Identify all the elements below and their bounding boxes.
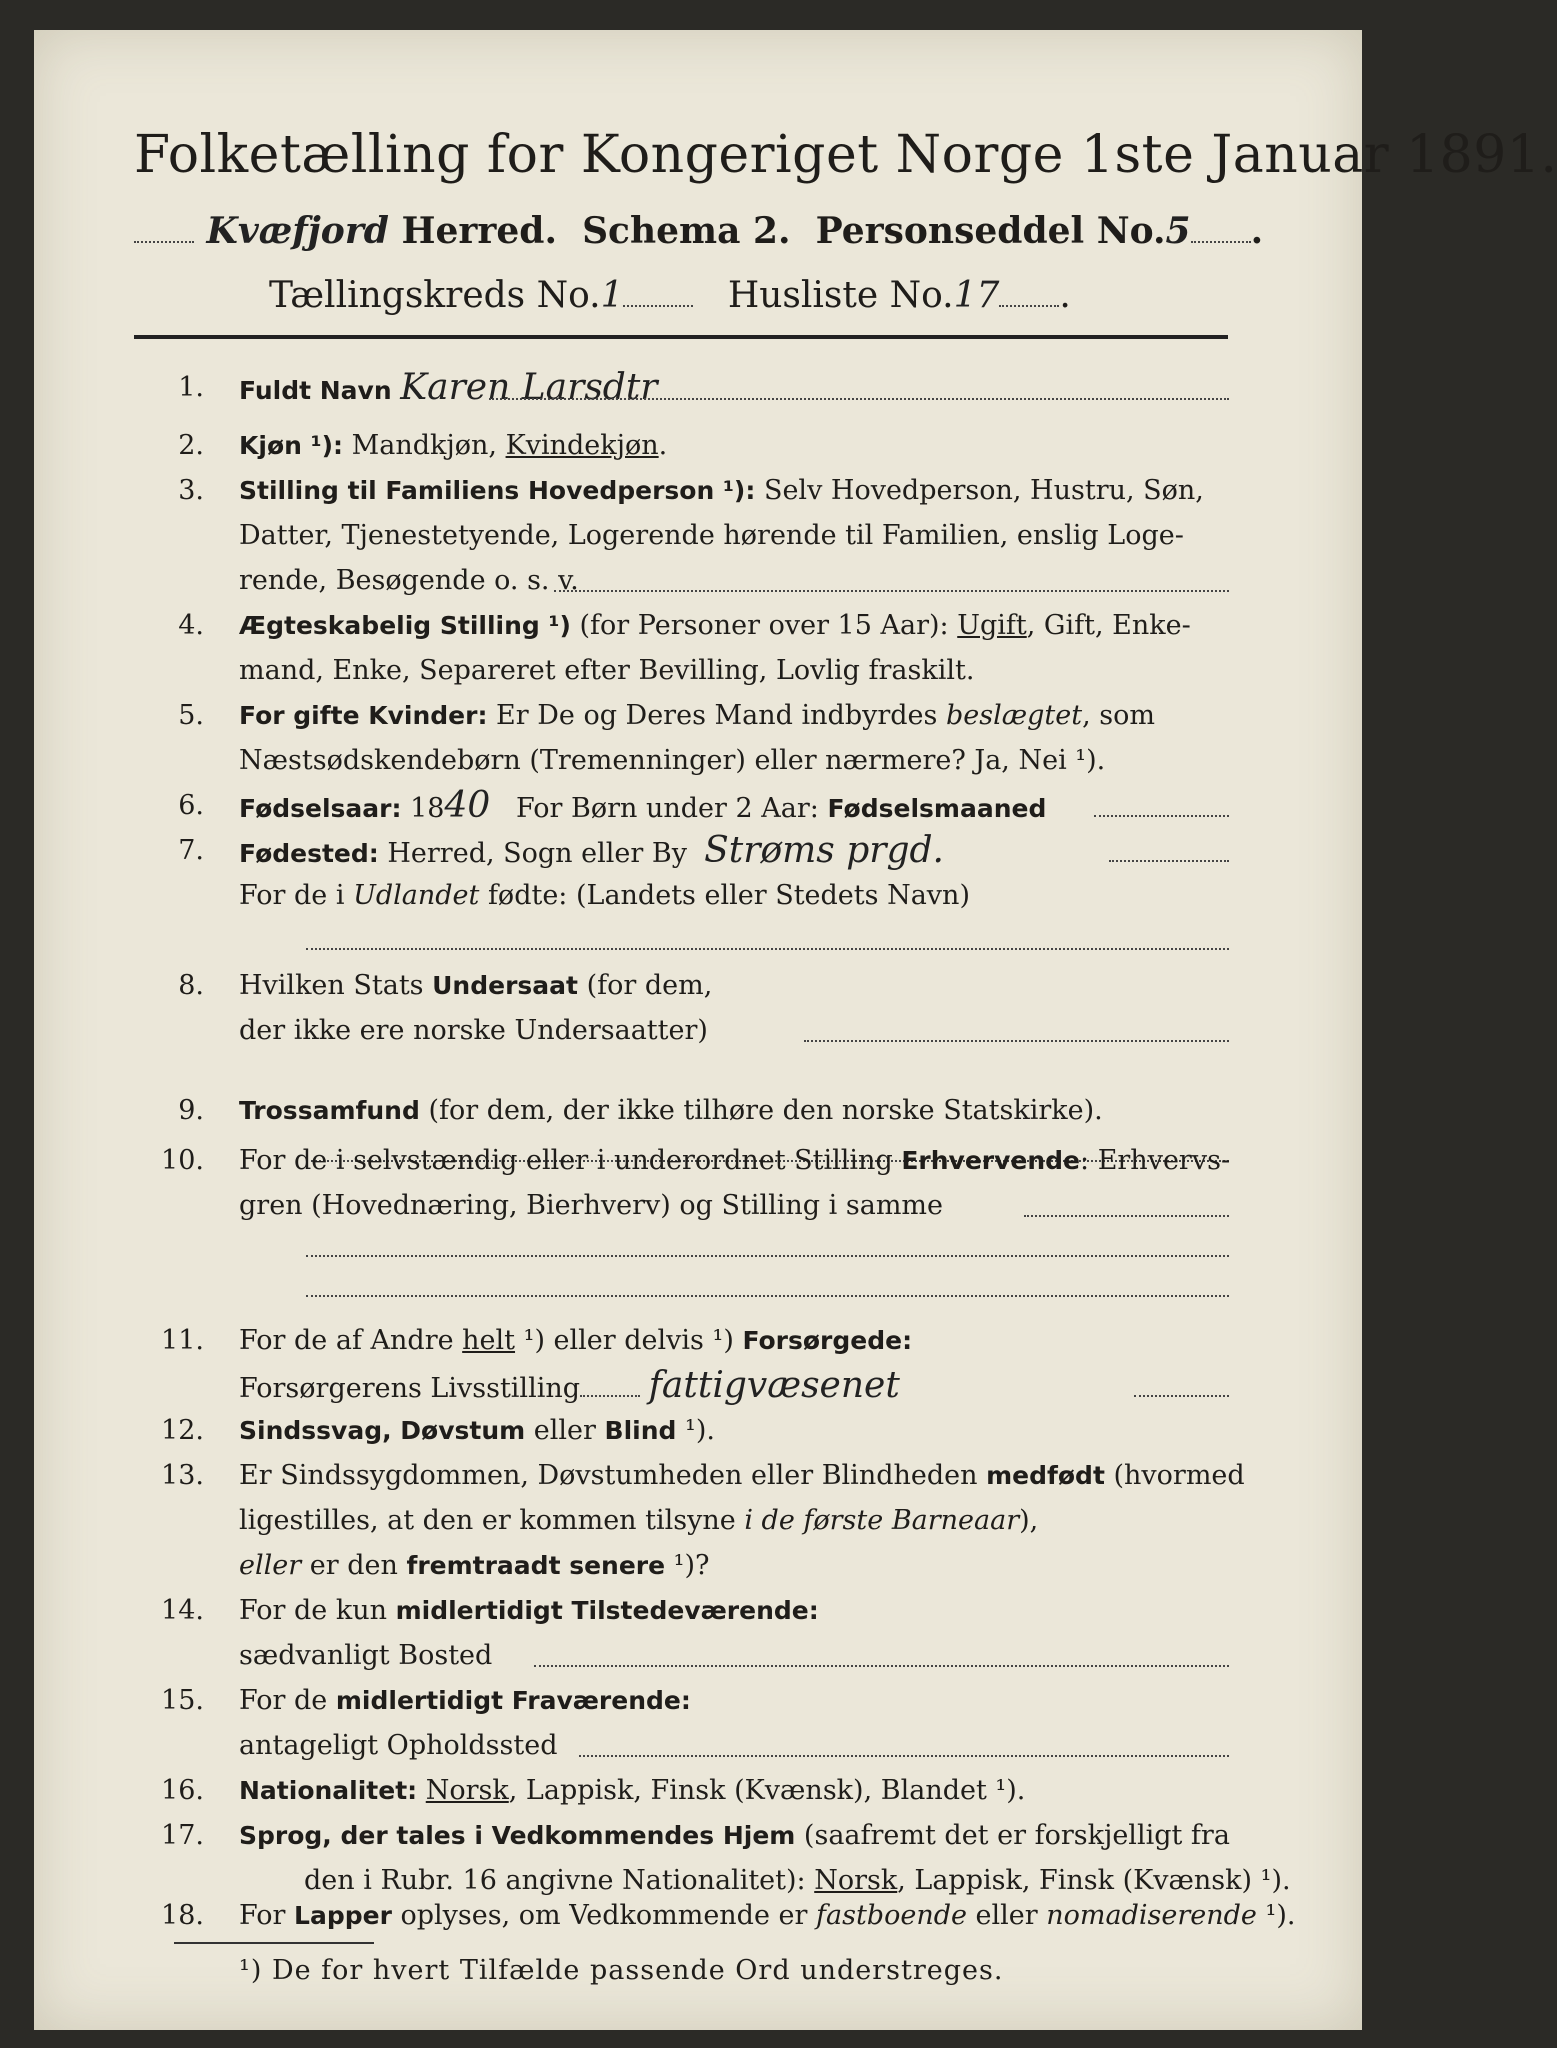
kreds-handwritten: 1 (600, 275, 624, 316)
kreds-label: Tællingskreds No. (269, 275, 601, 316)
husliste-label: Husliste No. (727, 275, 954, 316)
birth-year-handwritten: 40 (444, 785, 491, 826)
herred-line: Kvæfjord Herred. Schema 2. Personseddel No.5 . (134, 210, 1234, 252)
header-rule (134, 335, 1228, 339)
footnote: ¹) De for hvert Tilfælde passende Ord understreges. (239, 1955, 1004, 1986)
kreds-line: Tællingskreds No.1 Husliste No.17 . (269, 275, 1071, 316)
form-title: Folketælling for Kongeriget Norge 1ste Januar 1891. (134, 125, 1557, 185)
provider-handwritten: fattigvæsenet (648, 1365, 900, 1406)
personseddel-label: Personseddel No. (815, 210, 1166, 252)
husliste-handwritten: 17 (953, 275, 1000, 316)
birthplace-handwritten: Strøms prgd. (704, 830, 944, 871)
personseddel-handwritten: 5 (1165, 210, 1191, 252)
schema-label: Schema 2. (582, 210, 791, 252)
footnote-rule (174, 1942, 374, 1944)
herred-label: Herred. (401, 210, 557, 252)
herred-handwritten: Kvæfjord (206, 210, 389, 252)
census-form-page: Folketælling for Kongeriget Norge 1ste Januar 1891. Kvæfjord Herred. Schema 2. Personseddel No.5 . Tællingskreds No.1 Husliste No.17 . 1. Fuldt Navn Karen Larsdtr 2. Kjøn ¹): Mandkjøn, Kvindekjøn. 3. Stilling til Familiens Hovedperson ¹): Selv Hovedperson, Hustru, Søn, Datter, Tjenestetyende, Logerende hørende til Familien, enslig Loge- rende, Besøgende o. s. v. 4. Ægteskabelig Stilling ¹) (for Personer over 15 Aar): Ugift, Gift, Enke- mand, Enke, Separeret efter Bevilling, Lovlig fraskilt. 5. For gifte Kvinder: Er De og Deres Mand indbyrdes beslægtet, som Næstsødskendebørn (Tremenninger) eller nærmere? Ja, Nei ¹). 6. Fødselsaar: 1840 For Børn under 2 Aar: Fødselsmaaned 7. Fødested: Herred, Sogn eller By Strøms prgd. For de i Udlandet fødte: (Landets eller Stedets Navn) 8. Hvilken Stats Undersaat (for dem, der ikke ere norske Undersaatter) 9. Trossamfund (for dem, der ikke tilhøre den norske Statskirke). 10. For de i selvstændig eller i underordnet Stilling Erhvervende: Erhvervs- gren (Hovednæring, Bierhverv) og Stilling i samme 11. For de af Andre helt ¹) eller delvis ¹) Forsørgede: Forsørgerens Livsstilling fattigvæsenet 12. Sindssvag, Døvstum eller Blind ¹). 13. Er Sindssygdommen, Døvstumheden eller Blindheden medfødt (hvormed ligestilles, at den er kommen tilsyne i de første Barneaar), eller er den fremtraadt senere ¹)? 14. For de kun midlertidigt Tilstedeværende: sædvanligt Bosted 15. For de midlertidigt Fraværende: antageligt Opholdssted 16. Nationalitet: Norsk, Lappisk, Finsk (Kvænsk), Blandet ¹). 17. Sprog, der tales i Vedkommendes Hjem (saafremt det er forskjelligt fra den i Rubr. 16 angivne Nationalitet): Norsk, Lappisk, Finsk (Kvænsk) ¹). 18. For Lapper oplyses, om Vedkommende er fastboende eller nomadiserende ¹). ¹) De for hvert Tilfælde passende Ord understreges. (34, 30, 1362, 2030)
name-handwritten: Karen Larsdtr (400, 367, 658, 408)
